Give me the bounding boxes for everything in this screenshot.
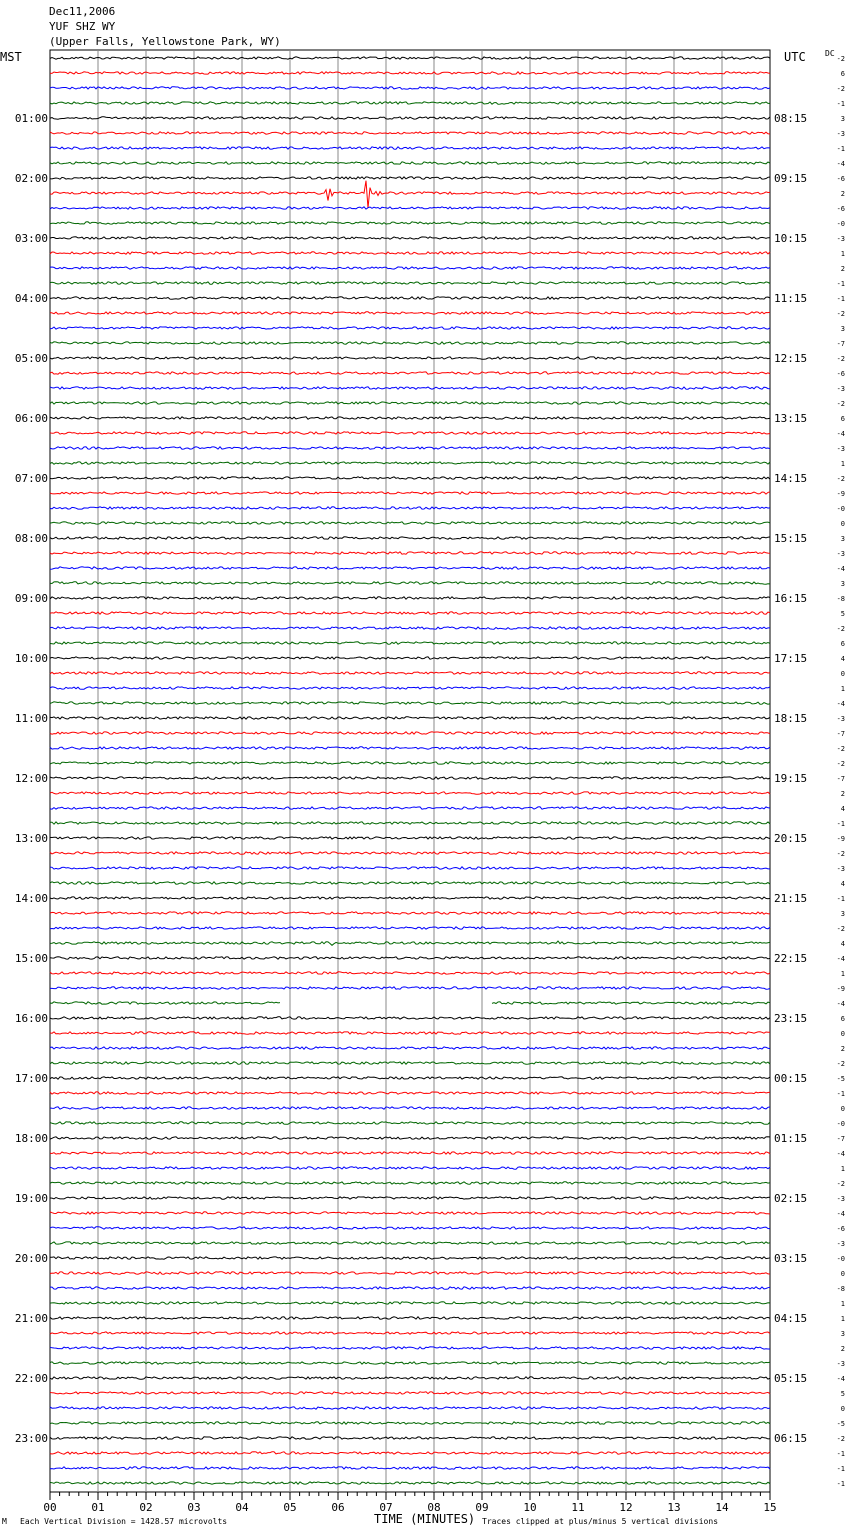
dc-offset-value: 1 bbox=[840, 1315, 845, 1323]
dc-offset-value: 0 bbox=[840, 670, 845, 678]
dc-offset-value: -3 bbox=[836, 865, 845, 873]
dc-offset-value: -4 bbox=[836, 1150, 845, 1158]
dc-offset-value: 0 bbox=[840, 1270, 845, 1278]
title-date: Dec11,2006 bbox=[49, 5, 116, 18]
dc-offset-value: -5 bbox=[836, 1075, 845, 1083]
right-hour-label: 19:15 bbox=[774, 772, 808, 785]
dc-offset-value: 3 bbox=[840, 1330, 845, 1338]
dc-offset-value: -2 bbox=[836, 85, 845, 93]
trace-line bbox=[50, 207, 770, 209]
trace-line bbox=[50, 852, 770, 854]
trace-line bbox=[50, 1347, 770, 1349]
dc-offset-value: -1 bbox=[836, 895, 845, 903]
x-tick-label: 09 bbox=[475, 1501, 489, 1514]
trace-line bbox=[50, 132, 770, 134]
x-tick-label: 13 bbox=[667, 1501, 681, 1514]
x-tick-label: 06 bbox=[331, 1501, 345, 1514]
trace-line bbox=[50, 912, 770, 914]
trace-line bbox=[50, 1167, 770, 1169]
trace-line bbox=[50, 747, 770, 749]
dc-offset-value: 3 bbox=[840, 535, 845, 543]
dc-offset-value: -7 bbox=[836, 775, 845, 783]
dc-offset-value: 2 bbox=[840, 1045, 845, 1053]
left-hour-label: 17:00 bbox=[14, 1072, 48, 1085]
trace-line bbox=[50, 87, 770, 89]
dc-offset-value: -7 bbox=[836, 340, 845, 348]
dc-offset-value: 1 bbox=[840, 685, 845, 693]
dc-offset-value: 1 bbox=[840, 1165, 845, 1173]
x-tick-label: 02 bbox=[139, 1501, 153, 1514]
dc-offset-value: -3 bbox=[836, 385, 845, 393]
plot-frame bbox=[50, 50, 770, 1492]
dc-offset-value: 3 bbox=[840, 115, 845, 123]
dc-offset-value: 4 bbox=[840, 805, 845, 813]
dc-offset-value: -2 bbox=[836, 760, 845, 768]
trace-line bbox=[50, 957, 770, 959]
dc-offset-value: -3 bbox=[836, 550, 845, 558]
dc-offset-value: -3 bbox=[836, 1195, 845, 1203]
dc-offset-value: -0 bbox=[836, 505, 845, 513]
trace-line bbox=[50, 372, 770, 374]
trace-line bbox=[50, 252, 770, 254]
dc-offset-value: -4 bbox=[836, 955, 845, 963]
dc-offset-value: 1 bbox=[840, 250, 845, 258]
dc-offset-value: -6 bbox=[836, 1225, 845, 1233]
trace-line bbox=[50, 1152, 770, 1154]
dc-offset-value: 5 bbox=[840, 610, 845, 618]
dc-offset-value: 6 bbox=[840, 70, 845, 78]
left-hour-label: 13:00 bbox=[14, 832, 48, 845]
dc-offset-value: -3 bbox=[836, 715, 845, 723]
dc-offset-value: 5 bbox=[840, 1390, 845, 1398]
dc-offset-value: -2 bbox=[836, 1435, 845, 1443]
x-tick-label: 14 bbox=[715, 1501, 729, 1514]
dc-offset-value: -1 bbox=[836, 280, 845, 288]
trace-line bbox=[50, 417, 770, 419]
dc-offset-value: -4 bbox=[836, 1375, 845, 1383]
dc-offset-value: -2 bbox=[836, 745, 845, 753]
right-axis-label: UTC bbox=[784, 50, 806, 64]
trace-line bbox=[50, 1377, 770, 1379]
trace-line bbox=[50, 1002, 770, 1004]
dc-offset-value: 0 bbox=[840, 1105, 845, 1113]
trace-line bbox=[50, 1062, 770, 1064]
trace-line bbox=[50, 1467, 770, 1469]
trace-line bbox=[50, 972, 770, 974]
right-hour-label: 04:15 bbox=[774, 1312, 808, 1325]
x-tick-label: 07 bbox=[379, 1501, 393, 1514]
trace-line bbox=[50, 657, 770, 659]
trace-line bbox=[50, 181, 770, 208]
x-tick-label: 05 bbox=[283, 1501, 297, 1514]
dc-offset-value: -8 bbox=[836, 1285, 845, 1293]
trace-line bbox=[50, 117, 770, 119]
trace-line bbox=[50, 477, 770, 479]
dc-offset-value: -7 bbox=[836, 1135, 845, 1143]
dc-offset-value: -5 bbox=[836, 1420, 845, 1428]
trace-line bbox=[50, 1242, 770, 1244]
dc-offset-value: 2 bbox=[840, 190, 845, 198]
trace-line bbox=[50, 1227, 770, 1229]
trace-line bbox=[50, 462, 770, 464]
dc-offset-value: -4 bbox=[836, 565, 845, 573]
trace-line bbox=[50, 552, 770, 554]
right-hour-label: 00:15 bbox=[774, 1072, 808, 1085]
trace-line bbox=[50, 927, 770, 929]
right-hour-label: 23:15 bbox=[774, 1012, 808, 1025]
trace-line bbox=[50, 627, 770, 629]
dc-offset-value: 6 bbox=[840, 1015, 845, 1023]
dc-offset-value: -4 bbox=[836, 700, 845, 708]
left-hour-label: 10:00 bbox=[14, 652, 48, 665]
trace-line bbox=[50, 177, 770, 179]
dc-offset-value: 4 bbox=[840, 940, 845, 948]
trace-line bbox=[50, 717, 770, 719]
trace-line bbox=[50, 1077, 770, 1079]
corner-mark: M bbox=[2, 1517, 7, 1526]
dc-offset-value: -3 bbox=[836, 130, 845, 138]
scale-note: Each Vertical Division = 1428.57 microvolts bbox=[20, 1517, 228, 1526]
trace-line bbox=[50, 1332, 770, 1334]
left-hour-label: 19:00 bbox=[14, 1192, 48, 1205]
dc-offset-value: -4 bbox=[836, 160, 845, 168]
trace-line bbox=[50, 492, 770, 494]
clip-note: Traces clipped at plus/minus 5 vertical divisions bbox=[482, 1517, 719, 1526]
x-tick-label: 08 bbox=[427, 1501, 441, 1514]
x-axis-title: TIME (MINUTES) bbox=[374, 1512, 476, 1526]
left-hour-label: 02:00 bbox=[14, 172, 48, 185]
trace-line bbox=[50, 1392, 770, 1394]
trace-line bbox=[50, 777, 770, 779]
dc-offset-value: -6 bbox=[836, 370, 845, 378]
trace-line bbox=[50, 537, 770, 539]
right-hour-label: 11:15 bbox=[774, 292, 808, 305]
right-hour-label: 20:15 bbox=[774, 832, 808, 845]
trace-line bbox=[50, 57, 770, 59]
trace-line bbox=[50, 1422, 770, 1424]
trace-line bbox=[50, 1092, 770, 1094]
left-hour-label: 03:00 bbox=[14, 232, 48, 245]
left-hour-label: 22:00 bbox=[14, 1372, 48, 1385]
trace-line bbox=[50, 1482, 770, 1484]
left-hour-label: 05:00 bbox=[14, 352, 48, 365]
title-station: YUF SHZ WY bbox=[49, 20, 116, 33]
dc-offset-value: -1 bbox=[836, 100, 845, 108]
left-hour-label: 07:00 bbox=[14, 472, 48, 485]
right-hour-label: 16:15 bbox=[774, 592, 808, 605]
left-hour-label: 09:00 bbox=[14, 592, 48, 605]
trace-line bbox=[50, 882, 770, 884]
dc-offset-value: -3 bbox=[836, 235, 845, 243]
x-tick-label: 04 bbox=[235, 1501, 249, 1514]
right-hour-label: 10:15 bbox=[774, 232, 808, 245]
dc-offset-value: 3 bbox=[840, 325, 845, 333]
left-hour-label: 11:00 bbox=[14, 712, 48, 725]
dc-offset-value: -2 bbox=[836, 1180, 845, 1188]
right-hour-label: 09:15 bbox=[774, 172, 808, 185]
trace-line bbox=[50, 342, 770, 344]
dc-offset-value: 0 bbox=[840, 520, 845, 528]
trace-line bbox=[50, 1407, 770, 1409]
trace-line bbox=[50, 762, 770, 764]
trace-line bbox=[50, 102, 770, 104]
x-tick-label: 12 bbox=[619, 1501, 633, 1514]
dc-offset-value: 4 bbox=[840, 655, 845, 663]
right-hour-label: 17:15 bbox=[774, 652, 808, 665]
right-hour-label: 06:15 bbox=[774, 1432, 808, 1445]
left-hour-label: 12:00 bbox=[14, 772, 48, 785]
dc-offset-value: -9 bbox=[836, 490, 845, 498]
dc-offset-value: -4 bbox=[836, 1210, 845, 1218]
x-tick-label: 01 bbox=[91, 1501, 105, 1514]
left-hour-label: 23:00 bbox=[14, 1432, 48, 1445]
dc-offset-value: -9 bbox=[836, 985, 845, 993]
left-hour-label: 18:00 bbox=[14, 1132, 48, 1145]
dc-offset-value: 3 bbox=[840, 580, 845, 588]
dc-offset-value: -0 bbox=[836, 1120, 845, 1128]
dc-offset-value: -2 bbox=[836, 625, 845, 633]
dc-offset-value: -2 bbox=[836, 55, 845, 63]
trace-line bbox=[50, 1317, 770, 1319]
trace-line bbox=[50, 792, 770, 794]
trace-line bbox=[50, 282, 770, 284]
trace-line bbox=[50, 822, 770, 824]
trace-line bbox=[50, 432, 770, 434]
trace-line bbox=[50, 267, 770, 269]
trace-line bbox=[50, 1452, 770, 1454]
trace-line bbox=[50, 237, 770, 239]
dc-offset-value: -3 bbox=[836, 1240, 845, 1248]
dc-offset-value: 4 bbox=[840, 880, 845, 888]
dc-offset-value: 0 bbox=[840, 1030, 845, 1038]
left-hour-label: 14:00 bbox=[14, 892, 48, 905]
trace-line bbox=[50, 1437, 770, 1439]
x-tick-label: 10 bbox=[523, 1501, 537, 1514]
right-hour-label: 08:15 bbox=[774, 112, 808, 125]
dc-offset-value: -2 bbox=[836, 310, 845, 318]
trace-line bbox=[50, 1272, 770, 1274]
trace-line bbox=[50, 1047, 770, 1049]
trace-line bbox=[50, 1212, 770, 1214]
trace-line bbox=[50, 1197, 770, 1199]
dc-offset-value: -2 bbox=[836, 925, 845, 933]
dc-offset-value: 2 bbox=[840, 1345, 845, 1353]
right-hour-label: 14:15 bbox=[774, 472, 808, 485]
dc-offset-value: -1 bbox=[836, 1450, 845, 1458]
trace-line bbox=[50, 702, 770, 704]
dc-offset-value: 1 bbox=[840, 1300, 845, 1308]
dc-label: DC bbox=[825, 49, 835, 58]
left-hour-label: 04:00 bbox=[14, 292, 48, 305]
trace-line bbox=[50, 72, 770, 74]
dc-offset-value: -2 bbox=[836, 400, 845, 408]
left-hour-label: 21:00 bbox=[14, 1312, 48, 1325]
trace-line bbox=[50, 1137, 770, 1139]
trace-line bbox=[50, 1032, 770, 1034]
trace-line bbox=[50, 162, 770, 164]
x-tick-label: 00 bbox=[43, 1501, 57, 1514]
trace-line bbox=[50, 297, 770, 299]
dc-offset-value: -1 bbox=[836, 1090, 845, 1098]
right-hour-label: 05:15 bbox=[774, 1372, 808, 1385]
x-tick-label: 15 bbox=[763, 1501, 777, 1514]
trace-line bbox=[50, 522, 770, 524]
trace-line bbox=[50, 582, 770, 584]
trace-line bbox=[50, 1017, 770, 1019]
right-hour-label: 18:15 bbox=[774, 712, 808, 725]
trace-line bbox=[50, 897, 770, 899]
dc-offset-value: -3 bbox=[836, 445, 845, 453]
left-hour-label: 01:00 bbox=[14, 112, 48, 125]
trace-line bbox=[50, 312, 770, 314]
left-hour-label: 16:00 bbox=[14, 1012, 48, 1025]
right-hour-label: 15:15 bbox=[774, 532, 808, 545]
trace-line bbox=[50, 1362, 770, 1364]
trace-line bbox=[50, 1182, 770, 1184]
trace-line bbox=[50, 837, 770, 839]
dc-offset-value: 2 bbox=[840, 265, 845, 273]
trace-line bbox=[50, 1107, 770, 1109]
trace-line bbox=[50, 1287, 770, 1289]
x-tick-label: 11 bbox=[571, 1501, 585, 1514]
trace-line bbox=[50, 327, 770, 329]
dc-offset-value: -2 bbox=[836, 475, 845, 483]
trace-line bbox=[50, 941, 770, 945]
dc-offset-value: -4 bbox=[836, 430, 845, 438]
trace-line bbox=[50, 642, 770, 644]
trace-line bbox=[50, 987, 770, 989]
dc-offset-value: -0 bbox=[836, 220, 845, 228]
trace-line bbox=[50, 1122, 770, 1124]
dc-offset-value: 1 bbox=[840, 460, 845, 468]
right-hour-label: 13:15 bbox=[774, 412, 808, 425]
right-hour-label: 03:15 bbox=[774, 1252, 808, 1265]
dc-offset-value: -6 bbox=[836, 175, 845, 183]
right-hour-label: 21:15 bbox=[774, 892, 808, 905]
dc-offset-value: -4 bbox=[836, 1000, 845, 1008]
dc-offset-value: -1 bbox=[836, 295, 845, 303]
trace-line bbox=[50, 672, 770, 674]
dc-offset-value: 0 bbox=[840, 1405, 845, 1413]
dc-offset-value: -2 bbox=[836, 1060, 845, 1068]
left-hour-label: 08:00 bbox=[14, 532, 48, 545]
right-hour-label: 01:15 bbox=[774, 1132, 808, 1145]
dc-offset-value: -7 bbox=[836, 730, 845, 738]
dc-offset-value: -6 bbox=[836, 205, 845, 213]
trace-line bbox=[50, 597, 770, 599]
trace-line bbox=[50, 507, 770, 509]
trace-line bbox=[50, 567, 770, 569]
dc-offset-value: -1 bbox=[836, 1465, 845, 1473]
dc-offset-value: -8 bbox=[836, 595, 845, 603]
left-hour-label: 20:00 bbox=[14, 1252, 48, 1265]
trace-line bbox=[50, 807, 770, 809]
right-hour-label: 12:15 bbox=[774, 352, 808, 365]
dc-offset-value: -1 bbox=[836, 145, 845, 153]
left-axis-label: MST bbox=[0, 50, 22, 64]
dc-offset-value: -1 bbox=[836, 1480, 845, 1488]
dc-offset-value: -2 bbox=[836, 850, 845, 858]
trace-line bbox=[50, 357, 770, 359]
trace-line bbox=[50, 387, 770, 389]
trace-line bbox=[50, 447, 770, 449]
trace-line bbox=[50, 147, 770, 149]
x-tick-label: 03 bbox=[187, 1501, 201, 1514]
title-location: (Upper Falls, Yellowstone Park, WY) bbox=[49, 35, 281, 48]
trace-line bbox=[50, 222, 770, 224]
dc-offset-value: 3 bbox=[840, 910, 845, 918]
dc-offset-value: -9 bbox=[836, 835, 845, 843]
dc-offset-value: -3 bbox=[836, 1360, 845, 1368]
right-hour-label: 02:15 bbox=[774, 1192, 808, 1205]
trace-line bbox=[50, 687, 770, 689]
right-hour-label: 22:15 bbox=[774, 952, 808, 965]
dc-offset-value: -1 bbox=[836, 820, 845, 828]
dc-offset-value: 1 bbox=[840, 970, 845, 978]
dc-offset-value: -0 bbox=[836, 1255, 845, 1263]
dc-offset-value: 6 bbox=[840, 640, 845, 648]
trace-line bbox=[50, 732, 770, 734]
dc-offset-value: -2 bbox=[836, 355, 845, 363]
dc-offset-value: 2 bbox=[840, 790, 845, 798]
trace-line bbox=[50, 1302, 770, 1304]
trace-line bbox=[50, 1257, 770, 1259]
trace-line bbox=[50, 402, 770, 404]
dc-offset-value: 6 bbox=[840, 415, 845, 423]
left-hour-label: 06:00 bbox=[14, 412, 48, 425]
trace-line bbox=[50, 867, 770, 869]
trace-line bbox=[50, 612, 770, 614]
left-hour-label: 15:00 bbox=[14, 952, 48, 965]
